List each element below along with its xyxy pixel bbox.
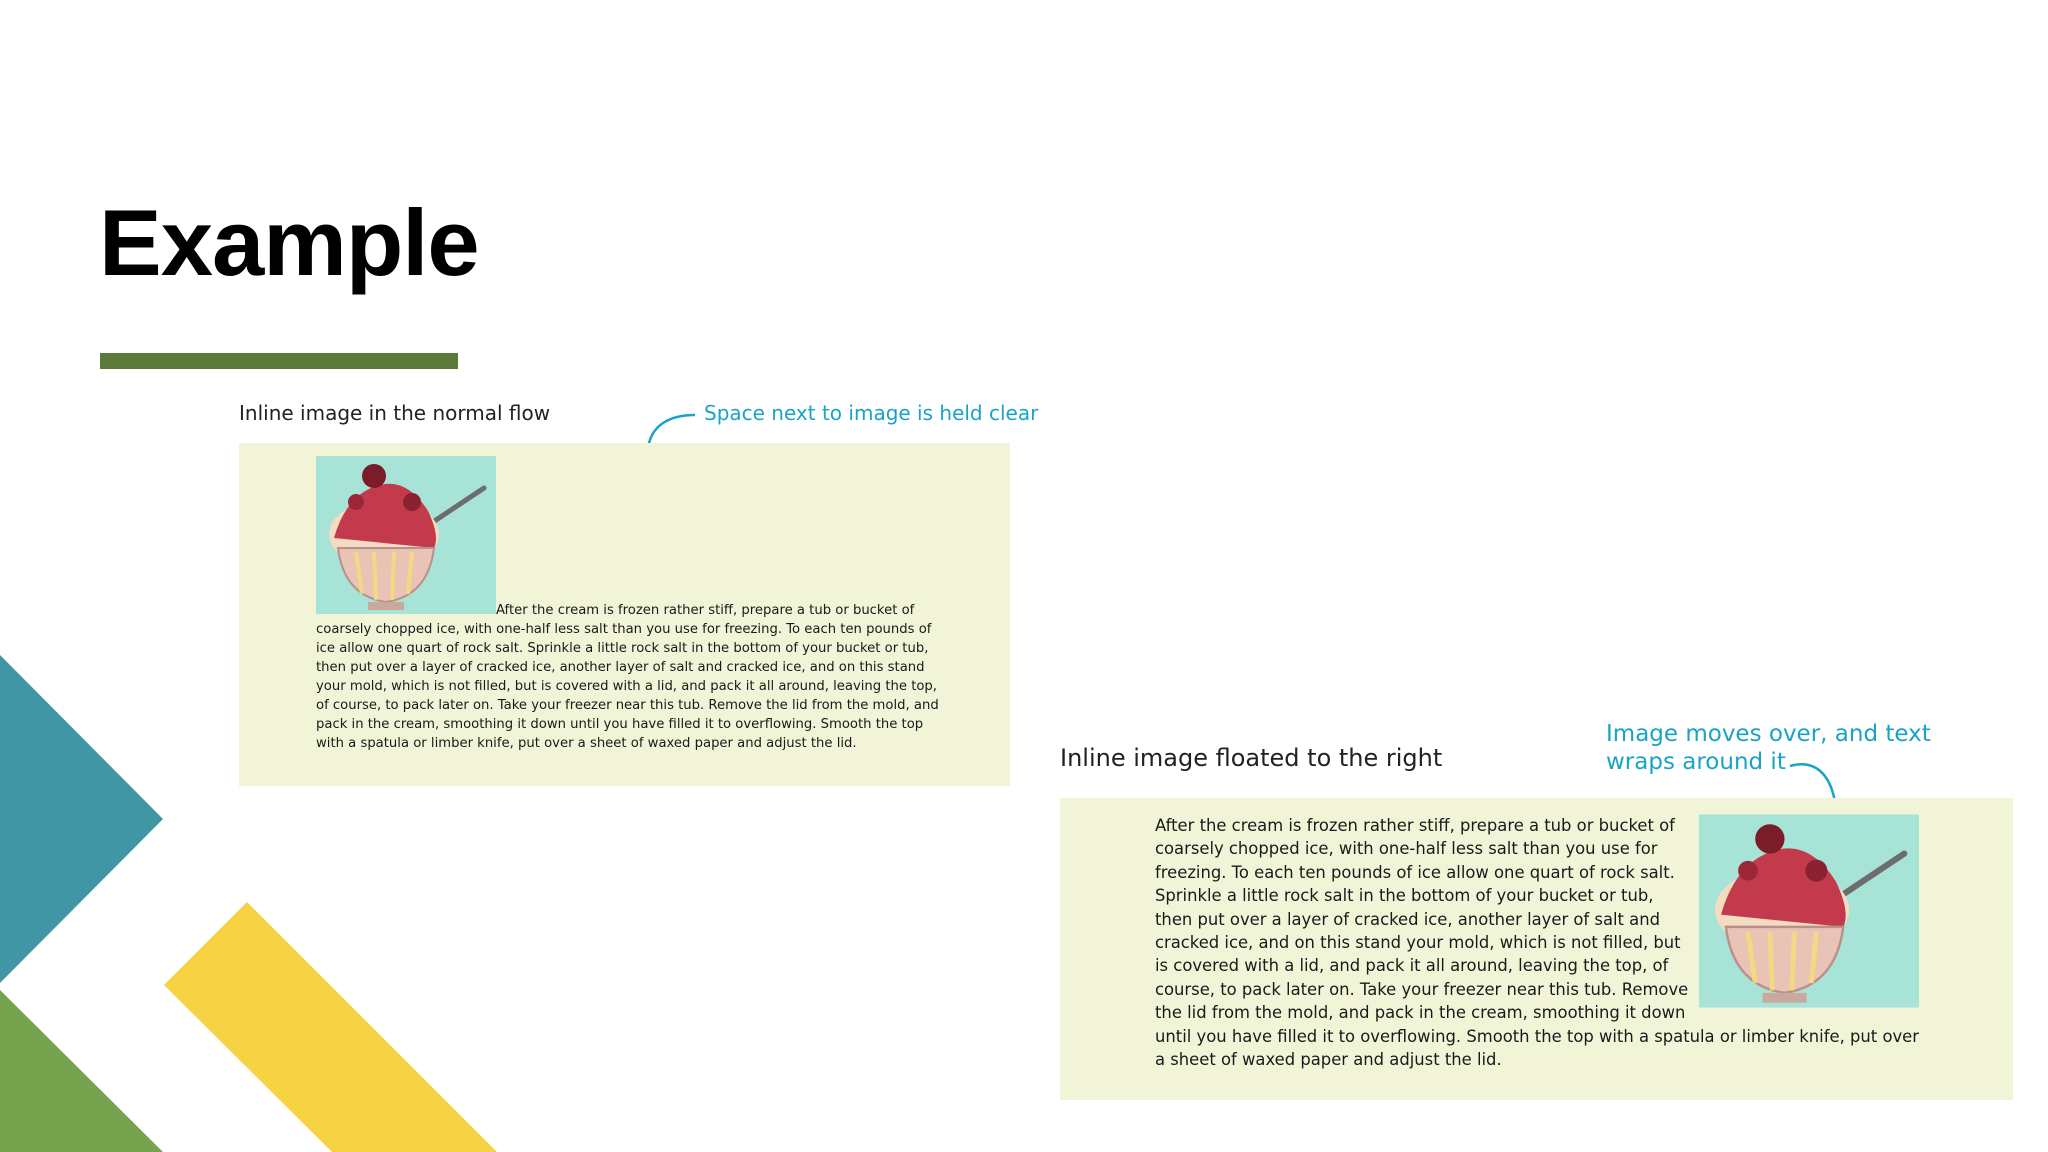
right-annotation-line-1: Image moves over, and text xyxy=(1606,721,1931,747)
left-caption: Inline image in the normal flow xyxy=(239,401,551,425)
right-caption: Inline image floated to the right xyxy=(1060,744,1443,772)
left-annotation: Space next to image is held clear xyxy=(704,401,1039,425)
green-triangle-shape xyxy=(0,990,163,1152)
sundae-image xyxy=(316,456,496,614)
right-example-panel xyxy=(1060,798,2013,1100)
left-example-panel xyxy=(239,443,1010,786)
teal-triangle-shape xyxy=(0,655,163,983)
left-paragraph xyxy=(316,456,940,753)
slide-title: Example xyxy=(99,190,479,295)
sundae-image-floated xyxy=(1699,814,1919,1008)
right-annotation-line-2: wraps around it xyxy=(1606,749,1786,775)
left-paragraph-text: After the cream is frozen rather stiff, prepare a tub or bucket of coarsely chopped ice, with one-half less salt than you use for freezing. To each ten pounds of ice allow one quart of rock salt. Sprinkle a little rock salt in the bottom of your bucket or tub, then put over a layer of cracked ice, another layer of salt and cracked ice, and on this stand your mold, which is not filled, but is covered with a lid, and pack it all around, leaving the top, of course, to pack later on. Take your freezer near this tub. Remove the lid from the mold, and pack in the cream, smoothing it down until you have filled it to overflowing. Smooth the top with a spatula or limber knife, put over a sheet of waxed paper and adjust the lid. xyxy=(316,603,939,751)
right-paragraph: After the cream is frozen rather stiff, prepare a tub or bucket of coarsely chopped ice, with one-half less salt than you use for freezing. To each ten pounds of ice allow one quart of rock salt. Sprinkle a little rock salt in the bottom of your bucket or tub, then put over a layer of cracked ice, another layer of salt and cracked ice, and on this stand your mold, which is not filled, but is covered with a lid, and pack it all around, leaving the top, of course, to pack later on. Take your freezer near this tub. Remove the lid from the mold, and pack in the cream, smoothing it down until you have filled it to overflowing. Smooth the top with a spatula or limber knife, put over a sheet of waxed paper and adjust the lid. xyxy=(1155,816,1919,1070)
yellow-band-shape xyxy=(164,902,497,1152)
title-underline xyxy=(100,353,458,369)
